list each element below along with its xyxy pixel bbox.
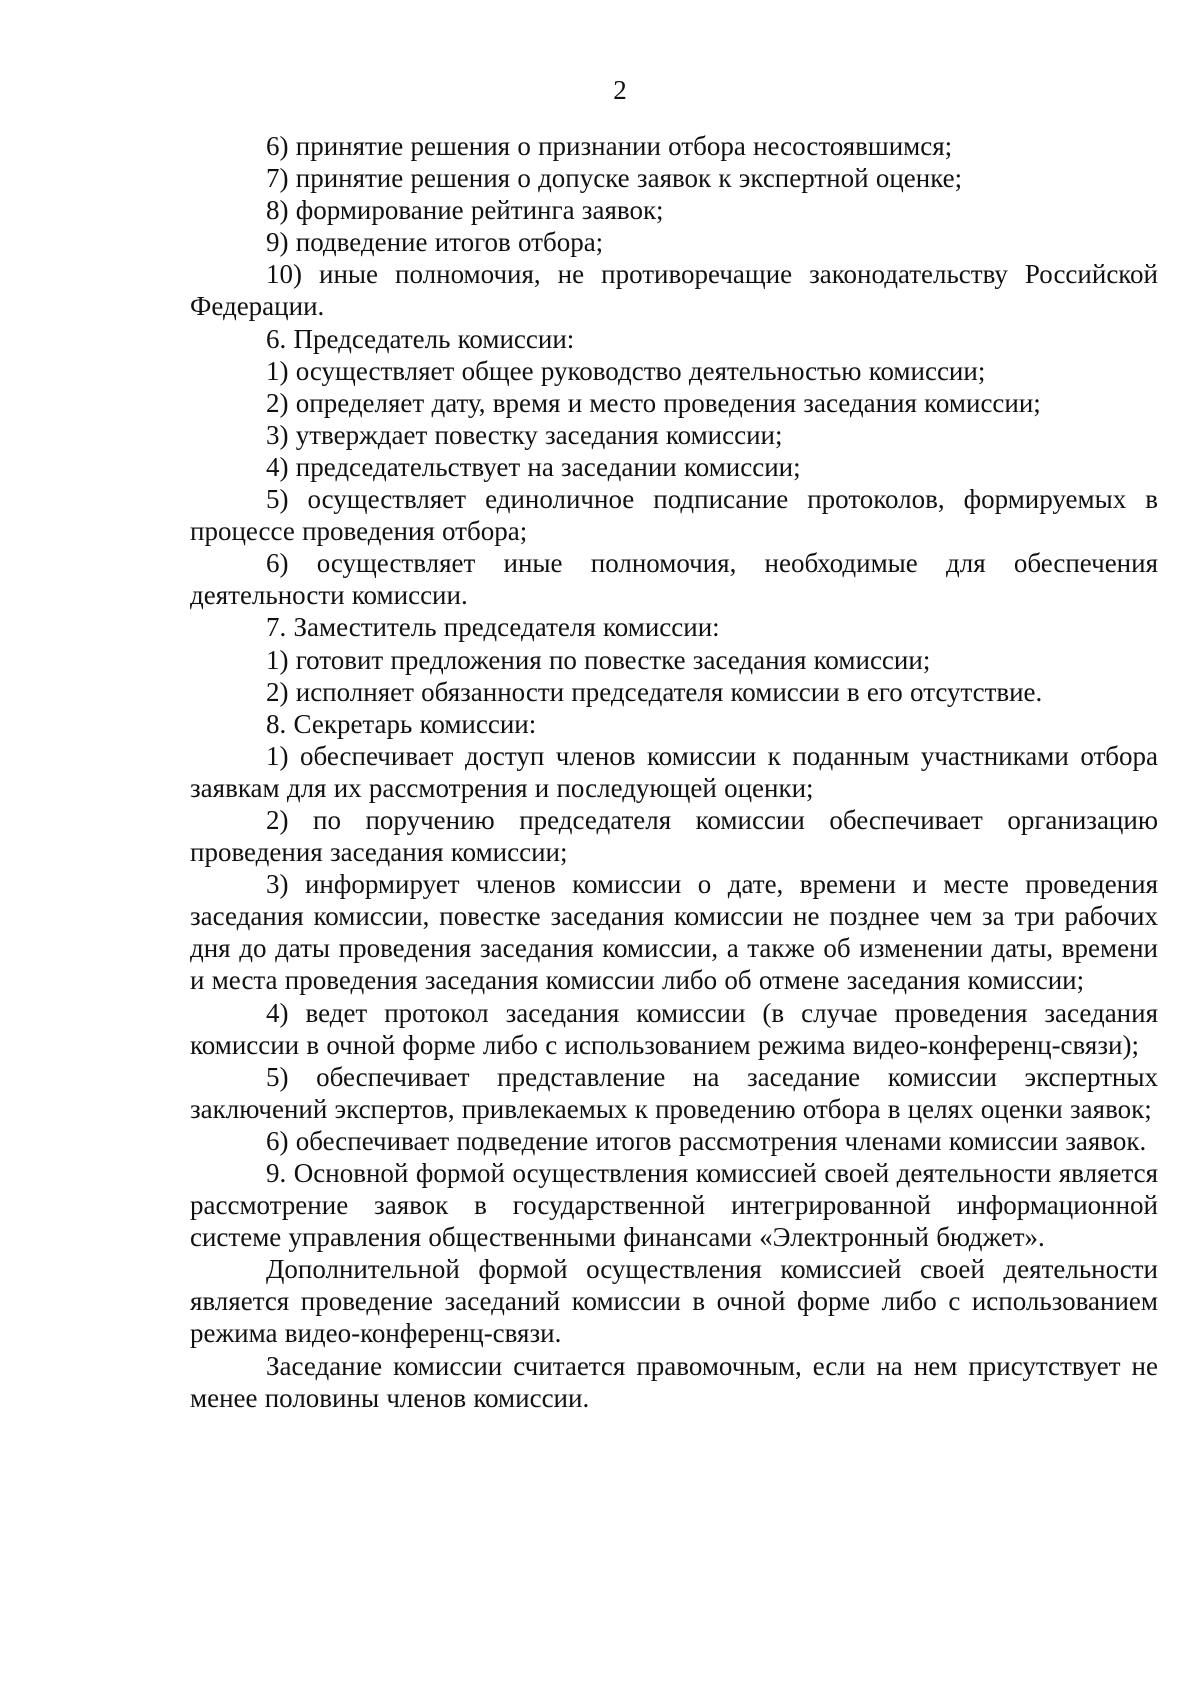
paragraph: 8) формирование рейтинга заявок;: [266, 195, 664, 226]
paragraph: 4) ведет протокол заседания комиссии (в случае проведения заседания комиссии в очной форме либо с использованием режима видео-конференц-связи);: [190, 997, 1158, 1060]
paragraph: 3) утверждает повестку заседания комиссии;: [266, 419, 783, 450]
paragraph: 2) исполняет обязанности председателя комиссии в его отсутствие.: [266, 676, 1043, 707]
paragraph: Заседание комиссии считается правомочным, если на нем присутствует не менее половины членов комиссии.: [190, 1350, 1158, 1413]
paragraph: 3) информирует членов комиссии о дате, времени и месте проведения заседания комиссии, повестке заседания комиссии не позднее чем за три рабочих дня до даты проведения заседания комиссии, а также об изменении даты, времени и места проведения заседания комиссии либо об отмене заседания комиссии;: [190, 869, 1158, 996]
paragraph: 1) осуществляет общее руководство деятельностью комиссии;: [266, 355, 986, 386]
paragraph: 2) по поручению председателя комиссии обеспечивает организацию проведения заседания комиссии;: [190, 804, 1158, 868]
paragraph: 10) иные полномочия, не противоречащие законодательству Российской Федерации.: [190, 259, 1158, 322]
paragraph: 2) определяет дату, время и место проведения заседания комиссии;: [266, 387, 1041, 418]
paragraph: 7) принятие решения о допуске заявок к экспертной оценке;: [266, 163, 963, 194]
paragraph: 6. Председатель комиссии:: [266, 323, 575, 354]
document-body: [190, 130, 1158, 1414]
paragraph: 1) обеспечивает доступ членов комиссии к поданным участниками отбора заявкам для их рассмотрения и последующей оценки;: [190, 740, 1158, 803]
paragraph: 4) председательствует на заседании комиссии;: [266, 451, 801, 482]
paragraph: 5) обеспечивает представление на заседание комиссии экспертных заключений экспертов, привлекаемых к проведению отбора в целях оценки заявок;: [190, 1061, 1158, 1124]
paragraph: Дополнительной формой осуществления комиссией своей деятельности является проведение заседаний комиссии в очной форме либо с использованием режима видео-конференц-связи.: [190, 1254, 1158, 1349]
paragraph: 6) обеспечивает подведение итогов рассмотрения членами комиссии заявок.: [266, 1125, 1147, 1156]
paragraph: 9. Основной формой осуществления комиссией своей деятельности является рассмотрение заявок в государственной интегрированной информационной системе управления общественными финансами «Электронный бюджет».: [190, 1158, 1158, 1253]
paragraph: 1) готовит предложения по повестке заседания комиссии;: [266, 644, 931, 675]
paragraph: 7. Заместитель председателя комиссии:: [266, 612, 720, 643]
paragraph: 6) принятие решения о признании отбора несостоявшимся;: [266, 131, 953, 161]
paragraph: 8. Секретарь комиссии:: [266, 708, 537, 739]
page-number: 2: [613, 75, 627, 105]
paragraph: 9) подведение итогов отбора;: [266, 227, 604, 258]
paragraph: 5) осуществляет единоличное подписание протоколов, формируемых в процессе проведения отбора;: [190, 484, 1158, 547]
paragraph: 6) осуществляет иные полномочия, необходимые для обеспечения деятельности комиссии.: [190, 548, 1158, 611]
